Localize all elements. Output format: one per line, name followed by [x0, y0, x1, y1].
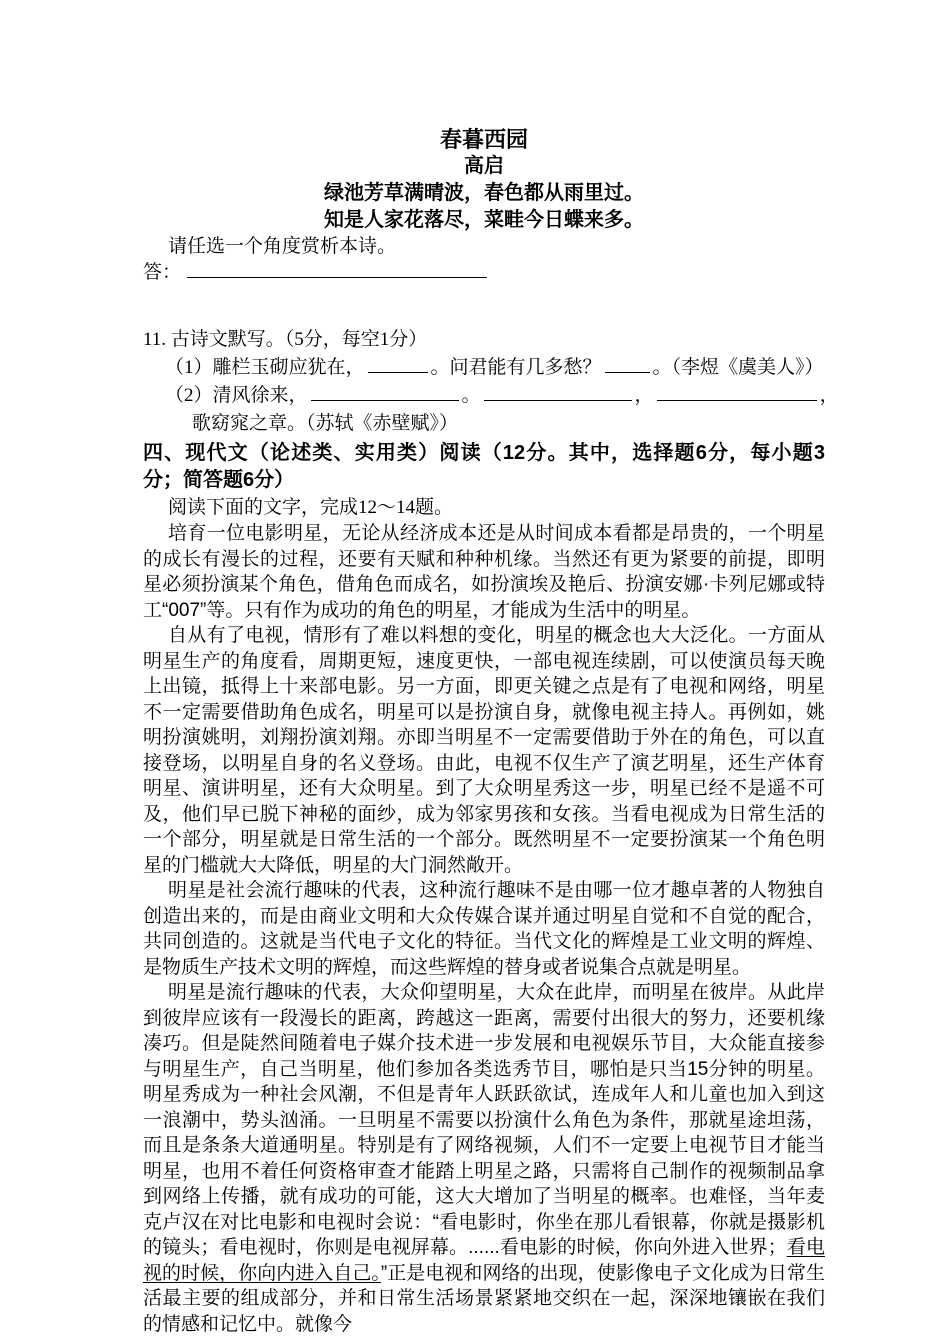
passage-paragraph-4 [143, 980, 825, 1337]
item-2-punct-2: ， [634, 385, 654, 406]
item-1-blank-1 [368, 359, 428, 373]
item-2-blank-1 [311, 387, 459, 401]
passage-paragraph-1: 培育一位电影明星，无论从经济成本还是从时间成本看都是昂贵的，一个明星的成长有漫长的过程，还要有天赋和种种机缘。当然还有更为紧要的前提，即明星必须扮演某个角色，借角色而成名，如扮演埃及艳后、扮演安娜·卡列尼娜或特工“007”等。只有作为成功的角色的明星，才能成为生活中的明星。 [143, 523, 825, 621]
item-1-marker: （1） [165, 357, 213, 378]
item-1-blank-2 [605, 359, 650, 373]
item-2-blank-2 [484, 387, 632, 401]
item-2-text-start: 清风徐来， [212, 385, 308, 406]
item-2-marker: （2） [165, 385, 213, 406]
answer-row [143, 260, 825, 286]
item-1-text-b: 。问君能有几多愁？ [430, 357, 602, 378]
poem-question-prompt: 请任选一个角度赏析本诗。 [168, 236, 397, 257]
paragraph-4-text: 明星是流行趣味的代表，大众仰望明星，大众在此岸，而明星在彼岸。从此岸到彼岸应该有一段漫长的距离，跨越这一距离，需要付出很大的努力，还要机缘凑巧。但是陡然间随着电子媒介技术进一步发展和电视娱乐节目，大众能直接参与明星生产，自己当明星，他们参加各类选秀节目，哪怕是只当15分钟的明星。明星秀成为一种社会风潮，不但是青年人跃跃欲试，连成年人和儿童也加入到这一浪潮中，势头汹涌。一旦明星不需要以扮演什么角色为条件，那就星途坦荡，而且是条条大道通明星。特别是有了网络视频，人们不一定要上电视节目才能当明星，也用不着任何资格审查才能踏上明星之路，只需将自己制作的视频制品拿到网络上传播，就有成功的可能，这大大增加了当明星的概率。也难怪，当年麦克卢汉在对比电影和电视时会说：“看电影时，你坐在那儿看银幕，你就是摄影机的镜头；看电视时，你则是电视屏幕。......看电影的时候，你向外进入世界； [143, 982, 825, 1258]
page-content [143, 126, 839, 1337]
question-11-item-2 [143, 382, 839, 410]
poem-line-2: 知是人家花落尽，菜畦今日蝶来多。 [324, 209, 644, 231]
question-11-heading: 11. 古诗文默写。（5分，每空1分） [143, 329, 428, 350]
poem-author: 高启 [464, 155, 504, 177]
underlined-quote: 看电视的时候，你向内进入自己。 [143, 1237, 825, 1284]
paragraph-4-text-after: ”正是电视和网络的出现，使影像电子文化成为日常生活最主要的组成部分，并和日常生活场景紧紧地交织在一起，深深地镶嵌在我们的情感和记忆中。就像今 [143, 1262, 825, 1335]
reading-intro: 阅读下面的文字，完成12～14题。 [168, 497, 454, 518]
answer-blank-line [187, 263, 487, 278]
section-4-heading: 四、现代文（论述类、实用类）阅读（12分。其中，选择题6分，每小题3分；简答题6分） [143, 442, 825, 491]
passage-paragraph-2: 自从有了电视，情形有了难以料想的变化，明星的概念也大大泛化。一方面从明星生产的角度看，周期更短，速度更快，一部电视连续剧，可以使演员每天晚上出镜，抵得上十来部电影。另一方面，即更关键之点是有了电视和网络，明星不一定需要借助角色成名，明星可以是扮演自身，就像电视主持人。再例如，姚明扮演姚明，刘翔扮演刘翔。亦即当明星不一定需要借助于外在的角色，可以直接登场，以明星自身的名义登场。由此，电视不仅生产了演艺明星，还生产体育明星、演讲明星，还有大众明星。到了大众明星秀这一步，明星已经不是遥不可及，他们早已脱下神秘的面纱，成为邻家男孩和女孩。当看电视成为日常生活的一个部分，明星就是日常生活的一个部分。既然明星不一定要扮演某一个角色明星的门槛就大大降低，明星的大门洞然敞开。 [143, 625, 825, 876]
item-1-text-c: 。（李煜《虞美人》） [652, 357, 824, 378]
poem-block [143, 126, 825, 234]
poem-title: 春暮西园 [439, 127, 528, 152]
item-2-blank-3 [657, 387, 817, 401]
poem-line-1: 绿池芳草满晴波，春色都从雨里过。 [324, 182, 644, 204]
item-1-text-a: 雕栏玉砌应犹在， [212, 357, 365, 378]
passage-paragraph-3: 明星是社会流行趣味的代表，这种流行趣味不是由哪一位才趣卓著的人物独自创造出来的，而是由商业文明和大众传媒合谋并通过明星自觉和不自觉的配合，共同创造的。这就是当代电子文化的特征。当代文化的辉煌是工业文明的辉煌、是物质生产技术文明的辉煌，而这些辉煌的替身或者说集合点就是明星。 [143, 880, 825, 978]
item-2-punct-1: 。 [461, 385, 481, 406]
answer-label: 答： [143, 262, 182, 283]
question-11-item-1 [143, 354, 825, 382]
item-2-punct-3: ， [819, 385, 839, 406]
question-11-item-2-continuation: 歌窈窕之章。（苏轼《赤壁赋》） [192, 413, 459, 434]
